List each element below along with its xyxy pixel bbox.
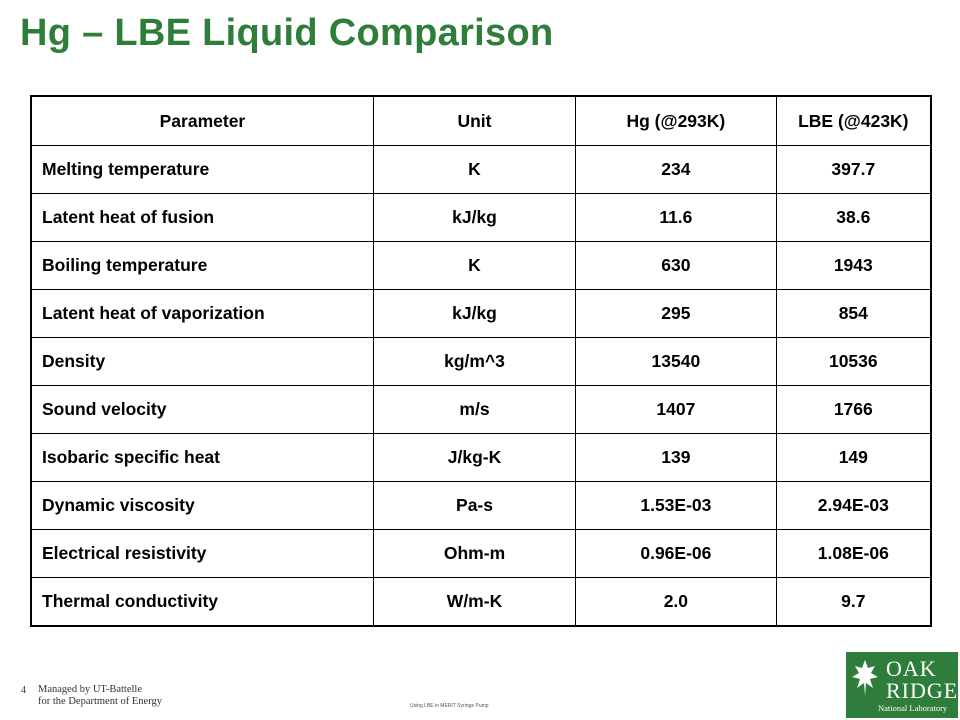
hg-value-cell: 295 [576, 290, 776, 338]
parameter-cell: Dynamic viscosity [31, 482, 373, 530]
lbe-value-cell: 1.08E-06 [776, 530, 931, 578]
parameter-cell: Latent heat of fusion [31, 194, 373, 242]
lbe-value-cell: 2.94E-03 [776, 482, 931, 530]
logo-line-national-laboratory: National Laboratory [878, 703, 948, 713]
hg-value-cell: 13540 [576, 338, 776, 386]
hg-value-cell: 630 [576, 242, 776, 290]
table-row [31, 194, 931, 242]
unit-cell: kJ/kg [373, 194, 575, 242]
parameter-cell: Sound velocity [31, 386, 373, 434]
unit-cell: K [373, 146, 575, 194]
lbe-value-cell: 38.6 [776, 194, 931, 242]
table-row [31, 386, 931, 434]
parameter-cell: Thermal conductivity [31, 578, 373, 627]
ornl-logo [846, 652, 958, 718]
unit-cell: Pa-s [373, 482, 575, 530]
header-unit: Unit [373, 96, 575, 146]
parameter-cell: Isobaric specific heat [31, 434, 373, 482]
unit-cell: Ohm-m [373, 530, 575, 578]
table-row [31, 530, 931, 578]
lbe-value-cell: 397.7 [776, 146, 931, 194]
page-number: 4 [21, 685, 26, 696]
hg-value-cell: 139 [576, 434, 776, 482]
footer-managed-line1: Managed by UT-Battelle [38, 684, 143, 695]
hg-value-cell: 2.0 [576, 578, 776, 627]
hg-value-cell: 0.96E-06 [576, 530, 776, 578]
parameter-cell: Latent heat of vaporization [31, 290, 373, 338]
lbe-value-cell: 9.7 [776, 578, 931, 627]
comparison-table [30, 95, 932, 627]
lbe-value-cell: 1766 [776, 386, 931, 434]
parameter-cell: Boiling temperature [31, 242, 373, 290]
unit-cell: kJ/kg [373, 290, 575, 338]
lbe-value-cell: 1943 [776, 242, 931, 290]
table-row [31, 242, 931, 290]
hg-value-cell: 1407 [576, 386, 776, 434]
table-row [31, 434, 931, 482]
hg-value-cell: 11.6 [576, 194, 776, 242]
lbe-value-cell: 854 [776, 290, 931, 338]
lbe-value-cell: 10536 [776, 338, 931, 386]
unit-cell: J/kg-K [373, 434, 575, 482]
table-row [31, 290, 931, 338]
slide-title: Hg – LBE Liquid Comparison [20, 12, 554, 54]
lbe-value-cell: 149 [776, 434, 931, 482]
logo-line-oak: OAK [886, 656, 937, 681]
hg-value-cell: 234 [576, 146, 776, 194]
table-row [31, 578, 931, 627]
footer-managed-by [38, 684, 162, 708]
unit-cell: K [373, 242, 575, 290]
parameter-cell: Density [31, 338, 373, 386]
parameter-cell: Electrical resistivity [31, 530, 373, 578]
table-row [31, 482, 931, 530]
unit-cell: W/m-K [373, 578, 575, 627]
logo-line-ridge: RIDGE [886, 678, 959, 703]
hg-value-cell: 1.53E-03 [576, 482, 776, 530]
header-lbe: LBE (@423K) [776, 96, 931, 146]
footer-managed-line2: for the Department of Energy [38, 696, 163, 707]
tree-leaf-icon [850, 658, 880, 698]
table-header-row [31, 96, 931, 146]
unit-cell: m/s [373, 386, 575, 434]
table-row [31, 146, 931, 194]
header-hg: Hg (@293K) [576, 96, 776, 146]
footer-presentation-title: Using LBE in MERIT Syringe Pump [410, 703, 489, 709]
header-parameter: Parameter [31, 96, 373, 146]
table-row [31, 338, 931, 386]
unit-cell: kg/m^3 [373, 338, 575, 386]
parameter-cell: Melting temperature [31, 146, 373, 194]
